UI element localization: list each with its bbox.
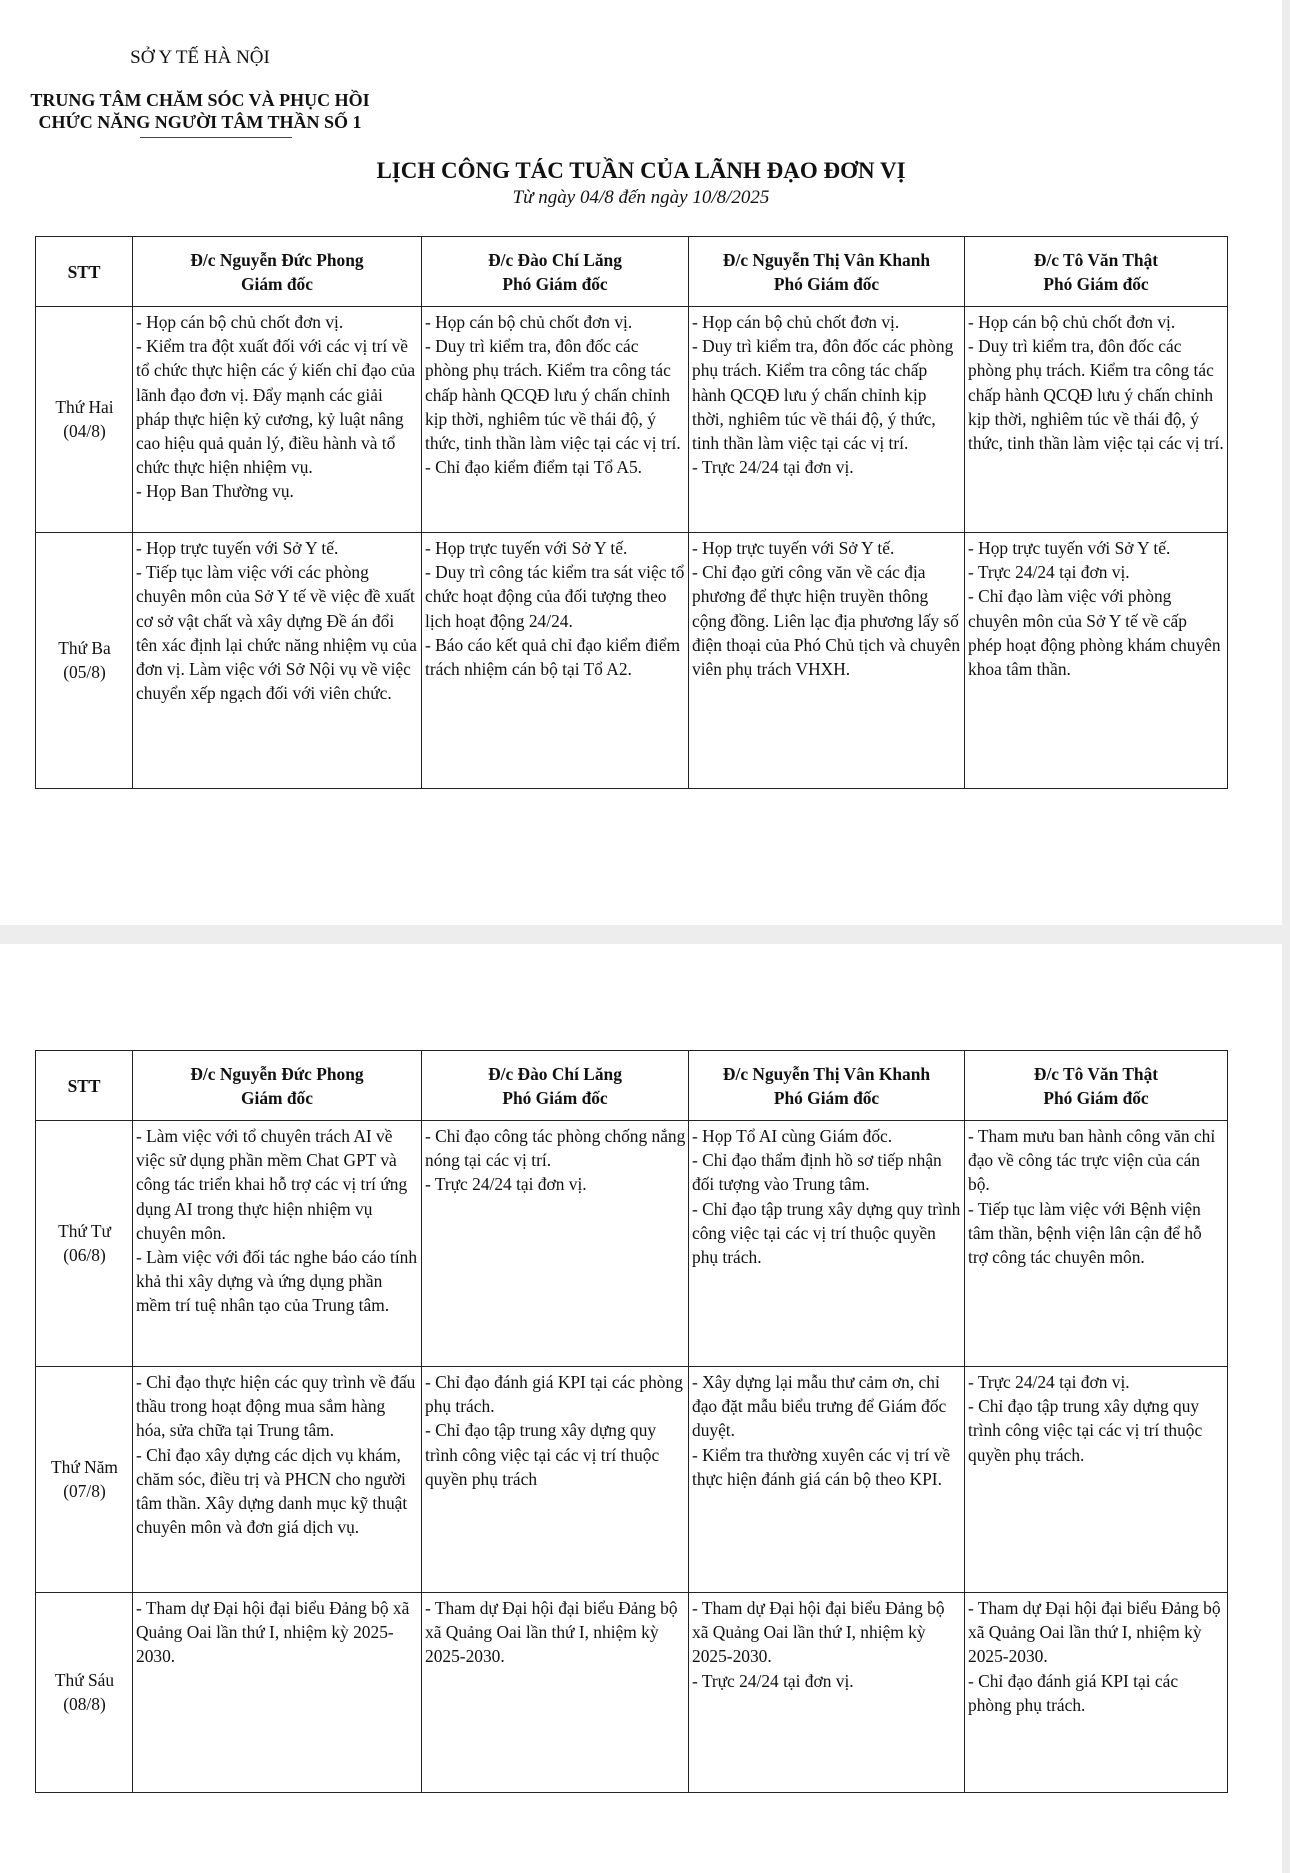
task-line: - Kiểm tra thường xuyên các vị trí về thực hiện đánh giá cán bộ theo KPI. <box>692 1444 951 1489</box>
leader-header <box>965 1051 1228 1121</box>
table-row <box>36 1121 1228 1367</box>
stt-header: STT <box>36 237 133 307</box>
task-line: - Duy trì kiểm tra, đôn đốc các phòng phụ trách. Kiểm tra công tác chấp hành QCQĐ lưu ý chấn chỉnh kịp thời, nghiêm túc về thái độ, ý thức, tinh thần làm việc tại các vị trí. <box>425 336 681 454</box>
day-name: Thứ Sáu <box>54 1669 115 1690</box>
task-line: - Trực 24/24 tại đơn vị. <box>425 1174 587 1195</box>
day-cell <box>36 307 133 533</box>
task-line: - Chỉ đạo thực hiện các quy trình về đấu thầu trong hoạt động mua sắm hàng hóa, sửa chữa tại Trung tâm. <box>136 1372 416 1441</box>
leader-header <box>133 237 422 307</box>
task-line: - Làm việc với đối tác nghe báo cáo tính khả thi xây dựng và ứng dụng phần mềm trí tuệ nhân tạo của Trung tâm. <box>136 1247 418 1316</box>
day-cell <box>36 1121 133 1367</box>
day-name: Thứ Tư <box>58 1220 111 1241</box>
leader-name: Đ/c Nguyễn Đức Phong <box>190 249 364 270</box>
leader-name: Đ/c Nguyễn Đức Phong <box>190 1063 364 1084</box>
day-date: (05/8) <box>63 662 106 682</box>
date-range: Từ ngày 04/8 đến ngày 10/8/2025 <box>512 187 770 208</box>
leader-header <box>422 237 689 307</box>
task-cell <box>965 1121 1228 1367</box>
page-1 <box>0 0 1282 925</box>
task-line: - Trực 24/24 tại đơn vị. <box>968 562 1130 583</box>
task-cell <box>689 1367 965 1593</box>
leader-role: Giám đốc <box>241 1087 313 1108</box>
leader-role: Phó Giám đốc <box>1043 273 1149 294</box>
day-cell <box>36 533 133 789</box>
day-name: Thứ Ba <box>58 637 111 658</box>
center-name-line1: TRUNG TÂM CHĂM SÓC VÀ PHỤC HỒI <box>30 90 370 110</box>
day-date: (07/8) <box>63 1481 106 1501</box>
page-2 <box>0 944 1282 1873</box>
leader-header <box>689 1051 965 1121</box>
task-cell <box>133 307 422 533</box>
task-line: - Tham dự Đại hội đại biểu Đảng bộ xã Quảng Oai lần thứ I, nhiệm kỳ 2025-2030. <box>692 1598 945 1667</box>
header-row <box>36 237 1228 307</box>
table-row <box>36 1593 1228 1793</box>
leader-name: Đ/c Tô Văn Thật <box>1033 249 1159 270</box>
header-row <box>36 1051 1228 1121</box>
task-cell <box>965 307 1228 533</box>
task-cell <box>689 1121 965 1367</box>
day-date: (06/8) <box>63 1245 106 1265</box>
task-line: - Họp cán bộ chủ chốt đơn vị. <box>968 312 1176 332</box>
task-line: - Tham mưu ban hành công văn chỉ đạo về công tác trực viện của cán bộ. <box>968 1126 1216 1195</box>
schedule-table-page2 <box>35 1050 1228 1793</box>
task-cell <box>133 1121 422 1367</box>
schedule-table-page1 <box>35 236 1228 789</box>
day-date: (04/8) <box>63 421 106 441</box>
task-cell <box>422 307 689 533</box>
task-cell <box>965 533 1228 789</box>
document-title: LỊCH CÔNG TÁC TUẦN CỦA LÃNH ĐẠO ĐƠN VỊ <box>376 158 906 183</box>
task-line: - Kiểm tra đột xuất đối với các vị trí về tổ chức thực hiện các ý kiến chỉ đạo của lãnh đạo đơn vị. Đẩy mạnh các giải pháp thực hiện kỷ cương, kỷ luật nâng cao hiệu quả quản lý, điều hành và tổ chức thực hiện nhiệm vụ. <box>136 336 416 478</box>
task-line: - Chỉ đạo đánh giá KPI tại các phòng phụ trách. <box>425 1372 683 1417</box>
task-line: - Họp trực tuyến với Sở Y tế. <box>692 538 895 558</box>
task-line: - Chỉ đạo công tác phòng chống nắng nóng tại các vị trí. <box>425 1126 686 1171</box>
task-line: - Làm việc với tổ chuyên trách AI về việc sử dụng phần mềm Chat GPT và công tác triển khai hỗ trợ các vị trí ứng dụng AI trong thực hiện nhiệm vụ chuyên môn. <box>136 1126 408 1243</box>
task-cell <box>422 533 689 789</box>
task-line: - Tiếp tục làm việc với các phòng chuyên môn của Sở Y tế về việc đề xuất cơ sở vật chất và xây dựng Đề án đổi tên xác định lại chức năng nhiệm vụ của đơn vị. Làm việc với Sở Nội vụ về việc chuyển xếp ngạch đối với viên chức. <box>136 562 417 704</box>
task-line: - Chỉ đạo làm việc với phòng chuyên môn của Sở Y tế về cấp phép hoạt động phòng khám chuyên khoa tâm thần. <box>968 586 1221 680</box>
center-name-line2: CHỨC NĂNG NGƯỜI TÂM THẦN SỐ 1 <box>38 112 362 132</box>
leader-role: Giám đốc <box>241 273 313 294</box>
day-cell <box>36 1367 133 1593</box>
task-line: - Chỉ đạo xây dựng các dịch vụ khám, chăm sóc, điều trị và PHCN cho người tâm thần. Xây dựng danh mục kỹ thuật chuyên môn và đơn giá dịch vụ. <box>136 1444 408 1538</box>
leader-header <box>689 237 965 307</box>
leader-role: Phó Giám đốc <box>773 1087 880 1108</box>
task-line: - Chỉ đạo đánh giá KPI tại các phòng phụ trách. <box>968 1670 1179 1715</box>
task-cell <box>422 1593 689 1793</box>
leader-header <box>965 237 1228 307</box>
leader-name: Đ/c Tô Văn Thật <box>1033 1063 1159 1084</box>
task-cell <box>965 1593 1228 1793</box>
table-row <box>36 1367 1228 1593</box>
task-line: - Chỉ đạo tập trung xây dựng quy trình công việc tại các vị trí thuộc quyền phụ trách. <box>692 1198 961 1268</box>
task-line: - Trực 24/24 tại đơn vị. <box>968 1372 1130 1392</box>
task-cell <box>689 1593 965 1793</box>
task-line: - Họp cán bộ chủ chốt đơn vị. <box>136 312 344 332</box>
leader-name: Đ/c Nguyễn Thị Vân Khanh <box>722 249 931 270</box>
task-line: - Duy trì kiểm tra, đôn đốc các phòng phụ trách. Kiểm tra công tác chấp hành QCQĐ lưu ý chấn chỉnh kịp thời, nghiêm túc về thái độ, ý thức, tinh thần làm việc tại các vị trí. <box>968 336 1224 454</box>
task-line: - Chỉ đạo tập trung xây dựng quy trình công việc tại các vị trí thuộc quyền phụ trách <box>425 1420 660 1489</box>
task-cell <box>133 533 422 789</box>
task-line: - Họp trực tuyến với Sở Y tế. <box>425 538 628 558</box>
org-name: SỞ Y TẾ HÀ NỘI <box>130 47 270 68</box>
task-cell <box>965 1367 1228 1593</box>
leader-header <box>133 1051 422 1121</box>
task-line: - Họp Ban Thường vụ. <box>136 481 294 502</box>
leader-role: Phó Giám đốc <box>773 273 880 294</box>
task-line: - Tham dự Đại hội đại biểu Đảng bộ xã Quảng Oai lần thứ I, nhiệm kỳ 2025-2030. <box>425 1598 678 1667</box>
leader-name: Đ/c Đào Chí Lăng <box>488 249 622 270</box>
table-row <box>36 533 1228 789</box>
day-cell <box>36 1593 133 1793</box>
task-line: - Họp trực tuyến với Sở Y tế. <box>136 538 339 558</box>
task-line: - Họp Tổ AI cùng Giám đốc. <box>692 1126 893 1146</box>
leader-name: Đ/c Đào Chí Lăng <box>488 1063 622 1084</box>
task-line: - Chỉ đạo kiểm điểm tại Tổ A5. <box>425 457 643 478</box>
task-cell <box>689 533 965 789</box>
task-line: - Chỉ đạo gửi công văn về các địa phương để thực hiện truyền thông cộng đồng. Liên lạc địa phương lấy số điện thoại của Phó Chủ tịch và chuyên viên phụ trách VHXH. <box>692 562 961 680</box>
leader-role: Phó Giám đốc <box>1043 1087 1149 1108</box>
task-line: - Trực 24/24 tại đơn vị. <box>692 1670 854 1691</box>
task-line: - Họp cán bộ chủ chốt đơn vị. <box>425 312 633 332</box>
header-underline <box>140 137 292 138</box>
task-line: - Duy trì công tác kiểm tra sát việc tổ chức hoạt động của đối tượng theo lịch hoạt động 24/24. <box>425 562 685 631</box>
leader-role: Phó Giám đốc <box>502 1087 608 1108</box>
task-line: - Xây dựng lại mẫu thư cảm ơn, chỉ đạo đặt mẫu biểu trưng để Giám đốc duyệt. <box>692 1372 947 1441</box>
task-cell <box>133 1367 422 1593</box>
task-line: - Tham dự Đại hội đại biểu Đảng bộ xã Quảng Oai lần thứ I, nhiệm kỳ 2025-2030. <box>968 1598 1221 1667</box>
day-name: Thứ Năm <box>51 1456 118 1477</box>
task-cell <box>689 307 965 533</box>
task-line: - Họp cán bộ chủ chốt đơn vị. <box>692 312 900 332</box>
day-date: (08/8) <box>63 1694 106 1714</box>
task-line: - Báo cáo kết quả chỉ đạo kiểm điểm trách nhiệm cán bộ tại Tổ A2. <box>425 634 680 680</box>
task-line: - Chỉ đạo thẩm định hồ sơ tiếp nhận đối tượng vào Trung tâm. <box>692 1150 942 1195</box>
task-cell <box>422 1367 689 1593</box>
task-line: - Trực 24/24 tại đơn vị. <box>692 457 854 478</box>
table-row <box>36 307 1228 533</box>
task-line: - Duy trì kiểm tra, đôn đốc các phòng phụ trách. Kiểm tra công tác chấp hành QCQĐ lưu ý chấn chỉnh kịp thời, nghiêm túc về thái độ, ý thức, tinh thần làm việc tại các vị trí. <box>692 336 954 454</box>
task-line: - Tiếp tục làm việc với Bệnh viện tâm thần, bệnh viện lân cận để hỗ trợ công tác chuyên môn. <box>968 1198 1202 1268</box>
stt-header: STT <box>36 1051 133 1121</box>
task-line: - Tham dự Đại hội đại biểu Đảng bộ xã Quảng Oai lần thứ I, nhiệm kỳ 2025-2030. <box>136 1598 410 1667</box>
task-line: - Họp trực tuyến với Sở Y tế. <box>968 538 1171 558</box>
day-name: Thứ Hai <box>55 396 114 417</box>
leader-role: Phó Giám đốc <box>502 273 608 294</box>
leader-name: Đ/c Nguyễn Thị Vân Khanh <box>722 1063 931 1084</box>
task-cell <box>422 1121 689 1367</box>
leader-header <box>422 1051 689 1121</box>
task-line: - Chỉ đạo tập trung xây dựng quy trình công việc tại các vị trí thuộc quyền phụ trách. <box>968 1396 1203 1465</box>
task-cell <box>133 1593 422 1793</box>
